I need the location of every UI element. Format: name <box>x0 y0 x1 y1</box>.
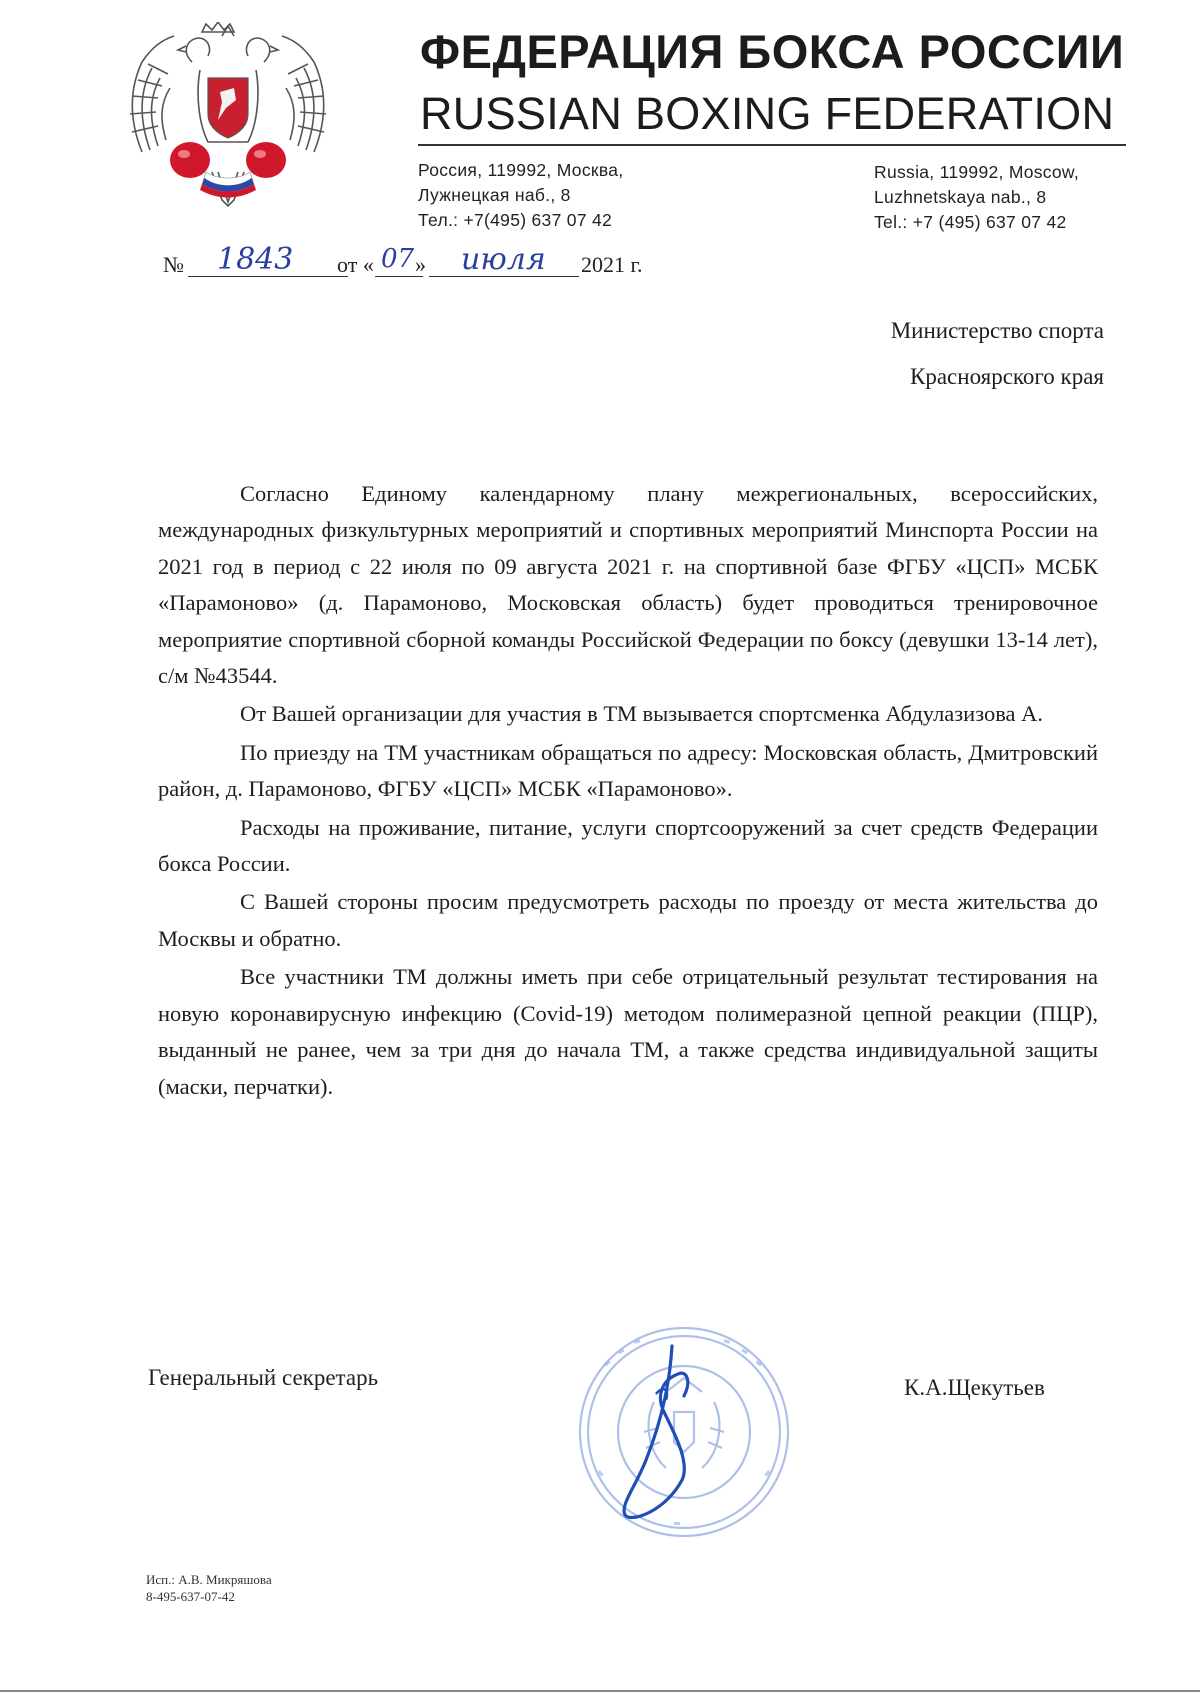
address-en-line: Tel.: +7 (495) 637 07 42 <box>874 212 1067 232</box>
address-ru-line: Тел.: +7(495) 637 07 42 <box>418 210 613 230</box>
recipient-block <box>891 308 1104 400</box>
body-paragraph: По приезду на ТМ участникам обращаться по адресу: Московская область, Дмитровский район, д. Парамоново, ФГБУ «ЦСП» МСБК «Парамоново». <box>158 739 1098 802</box>
recipient-line: Министерство спорта <box>890 318 1104 343</box>
executor-block <box>146 1571 272 1605</box>
address-ru <box>418 158 623 233</box>
day-value: 07 <box>381 244 415 274</box>
address-en-line: Luzhnetskaya nab., 8 <box>874 187 1047 207</box>
signatory-name: К.А.Щекутьев <box>904 1375 1045 1400</box>
body-paragraph: Все участники ТМ должны иметь при себе отрицательный результат тестирования на новую коронавирусную инфекцию (Covid-19) методом полимеразной цепной реакции (ПЦР), выданный не ранее, чем за три дня до начала ТМ, а также средства индивидуальной защиты (маски, перчатки). <box>158 964 1098 1099</box>
body-paragraph: С Вашей стороны просим предусмотреть расходы по проезду от места жительства до Москвы и обратно. <box>158 889 1098 951</box>
handwritten-signature-icon <box>600 1340 720 1520</box>
org-name-ru: ФЕДЕРАЦИЯ БОКСА РОССИИ <box>420 25 1125 78</box>
page-bottom-edge <box>0 1690 1200 1692</box>
body-paragraph: Согласно Единому календарному плану межрегиональных, всероссийских, международных физкультурных мероприятий и спортивных мероприятий Минспорта России на 2021 год в период с 22 июля по 09 августа 2021 г. на спортивной базе ФГБУ «ЦСП» МСБК «Парамоново» (д. Парамоново, Московская область) будет проводиться тренировочное мероприятие спортивной сборной команды Российской Федерации по боксу (девушки 13-14 лет), с/м №43544. <box>158 481 1098 689</box>
month-value: июля <box>461 242 546 277</box>
from-label: от « <box>337 252 374 277</box>
executor-name: Исп.: А.В. Микряшова <box>146 1572 272 1587</box>
year-label: 2021 г. <box>581 252 643 277</box>
signatory-title: Генеральный секретарь <box>148 1365 379 1390</box>
org-name-en: RUSSIAN BOXING FEDERATION <box>420 88 1115 139</box>
body-paragraph: Расходы на проживание, питание, услуги спортсооружений за счет средств Федерации бокса России. <box>158 814 1098 877</box>
number-value: 1843 <box>217 242 294 277</box>
header-divider <box>418 144 1126 146</box>
address-ru-line: Лужнецкая наб., 8 <box>418 185 571 205</box>
address-en <box>874 160 1079 235</box>
quote-close: » <box>415 252 426 277</box>
recipient-line: Красноярского края <box>910 364 1104 389</box>
address-ru-line: Россия, 119992, Москва, <box>418 160 624 180</box>
executor-phone: 8-495-637-07-42 <box>146 1589 235 1604</box>
letter-body <box>158 476 1098 1107</box>
body-paragraph: От Вашей организации для участия в ТМ вызывается спортсменка Абдулазизова А. <box>240 701 1044 727</box>
double-headed-eagle-emblem-icon <box>122 22 334 218</box>
number-label: № <box>163 252 184 277</box>
address-en-line: Russia, 119992, Moscow, <box>874 162 1080 182</box>
